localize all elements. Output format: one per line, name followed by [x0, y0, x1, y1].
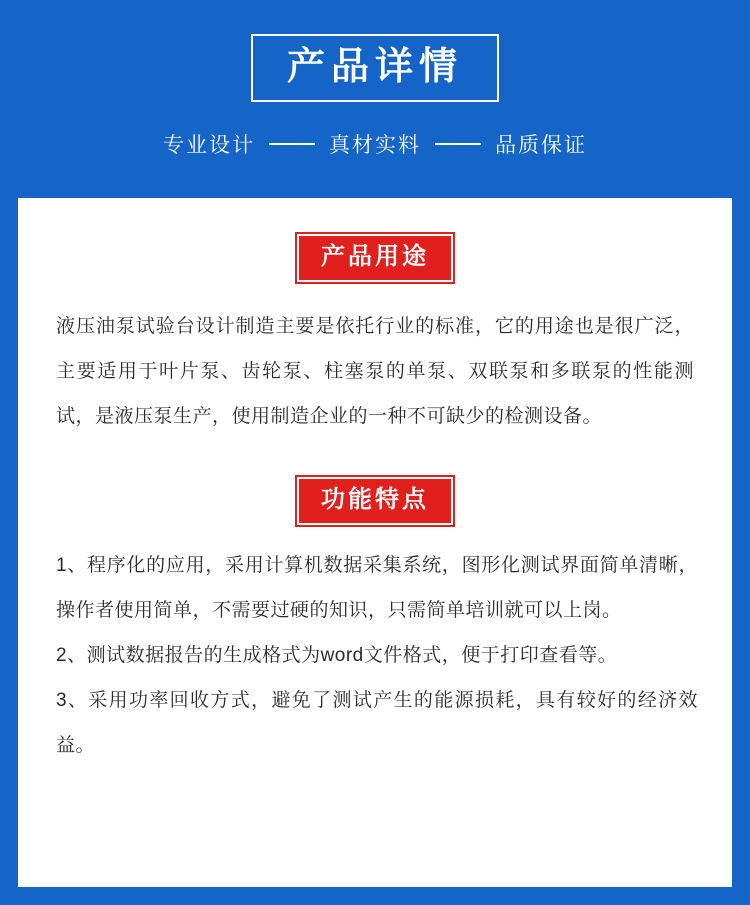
list-item: 2、测试数据报告的生成格式为word文件格式，便于打印查看等。 — [56, 645, 618, 666]
feature-list — [18, 543, 732, 768]
dash-divider-icon — [269, 143, 315, 145]
features-badge-wrap — [18, 477, 732, 525]
header-subtitle — [0, 129, 750, 159]
purpose-paragraph: 液压油泵试验台设计制造主要是依托行业的标准，它的用途也是很广泛，主要适用于叶片泵、齿轮泵、柱塞泵的单泵、双联泵和多联泵的性能测试，是液压泵生产，使用制造企业的一种不可缺少的检测设备。 — [56, 316, 694, 427]
list-item: 3、采用功率回收方式，避免了测试产生的能源损耗，具有较好的经济效益。 — [56, 690, 698, 756]
section-badge-features: 功能特点 — [297, 477, 453, 525]
section-badge-purpose: 产品用途 — [297, 234, 453, 282]
subtitle-part-3: 品质保证 — [495, 134, 587, 157]
list-item: 1、程序化的应用，采用计算机数据采集系统，图形化测试界面简单清晰，操作者使用简单，不需要过硬的知识，只需简单培训就可以上岗。 — [56, 555, 698, 621]
content-card — [18, 198, 732, 887]
dash-divider-icon — [435, 143, 481, 145]
page-title-box — [251, 34, 499, 102]
subtitle-part-1: 专业设计 — [163, 134, 255, 157]
page-title: 产品详情 — [286, 46, 463, 88]
bottom-band — [0, 887, 750, 905]
subtitle-part-2: 真材实料 — [329, 134, 421, 157]
page-header — [0, 0, 750, 159]
purpose-badge-wrap — [18, 234, 732, 282]
